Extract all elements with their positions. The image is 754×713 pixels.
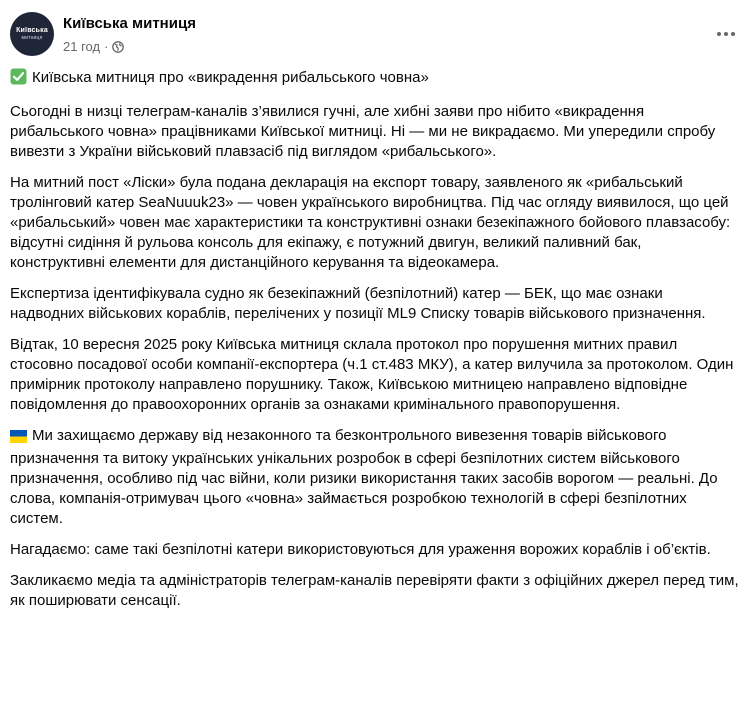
globe-icon [112, 41, 124, 53]
paragraph-5: Ми захищаємо державу від незаконного та безконтрольного вивезення товарів військового призначення та витоку українських унікальних розробок в сфері безпілотних систем військового призначення, особливо під час війни, коли ризики використання таких засобів ворогом — реальні. До слова, компанія-отримувач цього «човна» займається розробкою технологій в сфері безпілотних систем. [10, 427, 718, 527]
post-title: Київська митниця про «викрадення рибальського човна» [32, 69, 429, 86]
paragraph-1: Сьогодні в низці телеграм-каналів з’явилися гучні, але хибні заяви про нібито «викрадення рибальського човна» працівниками Київської митниці. Ні — ми не викрадаємо. Ми упередили спробу вивезти з України військовий плавзасіб під виглядом «рибальського». [10, 103, 716, 160]
avatar-text-top: Київська [16, 27, 48, 34]
avatar[interactable] [10, 12, 54, 56]
post-time-link[interactable]: 21 год [63, 39, 101, 54]
paragraph-4: Відтак, 10 вересня 2025 року Київська митниця склала протокол про порушення митних правил стосовно посадової особи компанії-експортера (ч.1 ст.483 МКУ), а катер вилучила за протоколом. Один примірник протоколу направлено порушнику. Також, Київською митницею направлено відповідне повідомлення до правоохоронних органів за ознаками кримінального правопорушення. [10, 336, 734, 413]
post-body [10, 68, 740, 622]
paragraph-2: На митний пост «Ліски» була подана декларація на експорт товару, заявленого як «рибальський тролінговий катер SeaNuuuk23» — човен українського виробництва. Під час огляду виявилося, що цей «рибальський» човен має характеристики та конструктивні ознаки безекіпажного бойового плавзасобу: відсутні сидіння й рульова консоль для екіпажу, є потужний двигун, великий паливний бак, конструктивні елементи для дистанційного керування та відеокамера. [10, 174, 731, 271]
meta-separator: · [104, 39, 109, 54]
page-name-link[interactable]: Київська митниця [63, 15, 196, 32]
post-meta [63, 39, 124, 54]
paragraph-6: Нагадаємо: саме такі безпілотні катери використовуються для ураження ворожих кораблів і об’єктів. [10, 541, 711, 558]
white-check-mark-icon [10, 68, 27, 91]
paragraph-7: Закликаємо медіа та адміністраторів телеграм-каналів перевіряти факти з офіційних джерел перед тим, як поширювати сенсації. [10, 572, 739, 609]
ukraine-flag-icon [10, 429, 27, 449]
post-header [10, 12, 744, 60]
paragraph-3: Експертиза ідентифікувала судно як безекіпажний (безпілотний) катер — БЕК, що має ознаки надводних військових кораблів, перелічених у позиції ML9 Списку товарів військового призначення. [10, 285, 706, 322]
paragraph-5-container [10, 426, 740, 529]
avatar-text-bottom: митниця [21, 35, 43, 41]
more-options-icon[interactable] [712, 22, 740, 46]
post-title-paragraph [10, 68, 740, 91]
